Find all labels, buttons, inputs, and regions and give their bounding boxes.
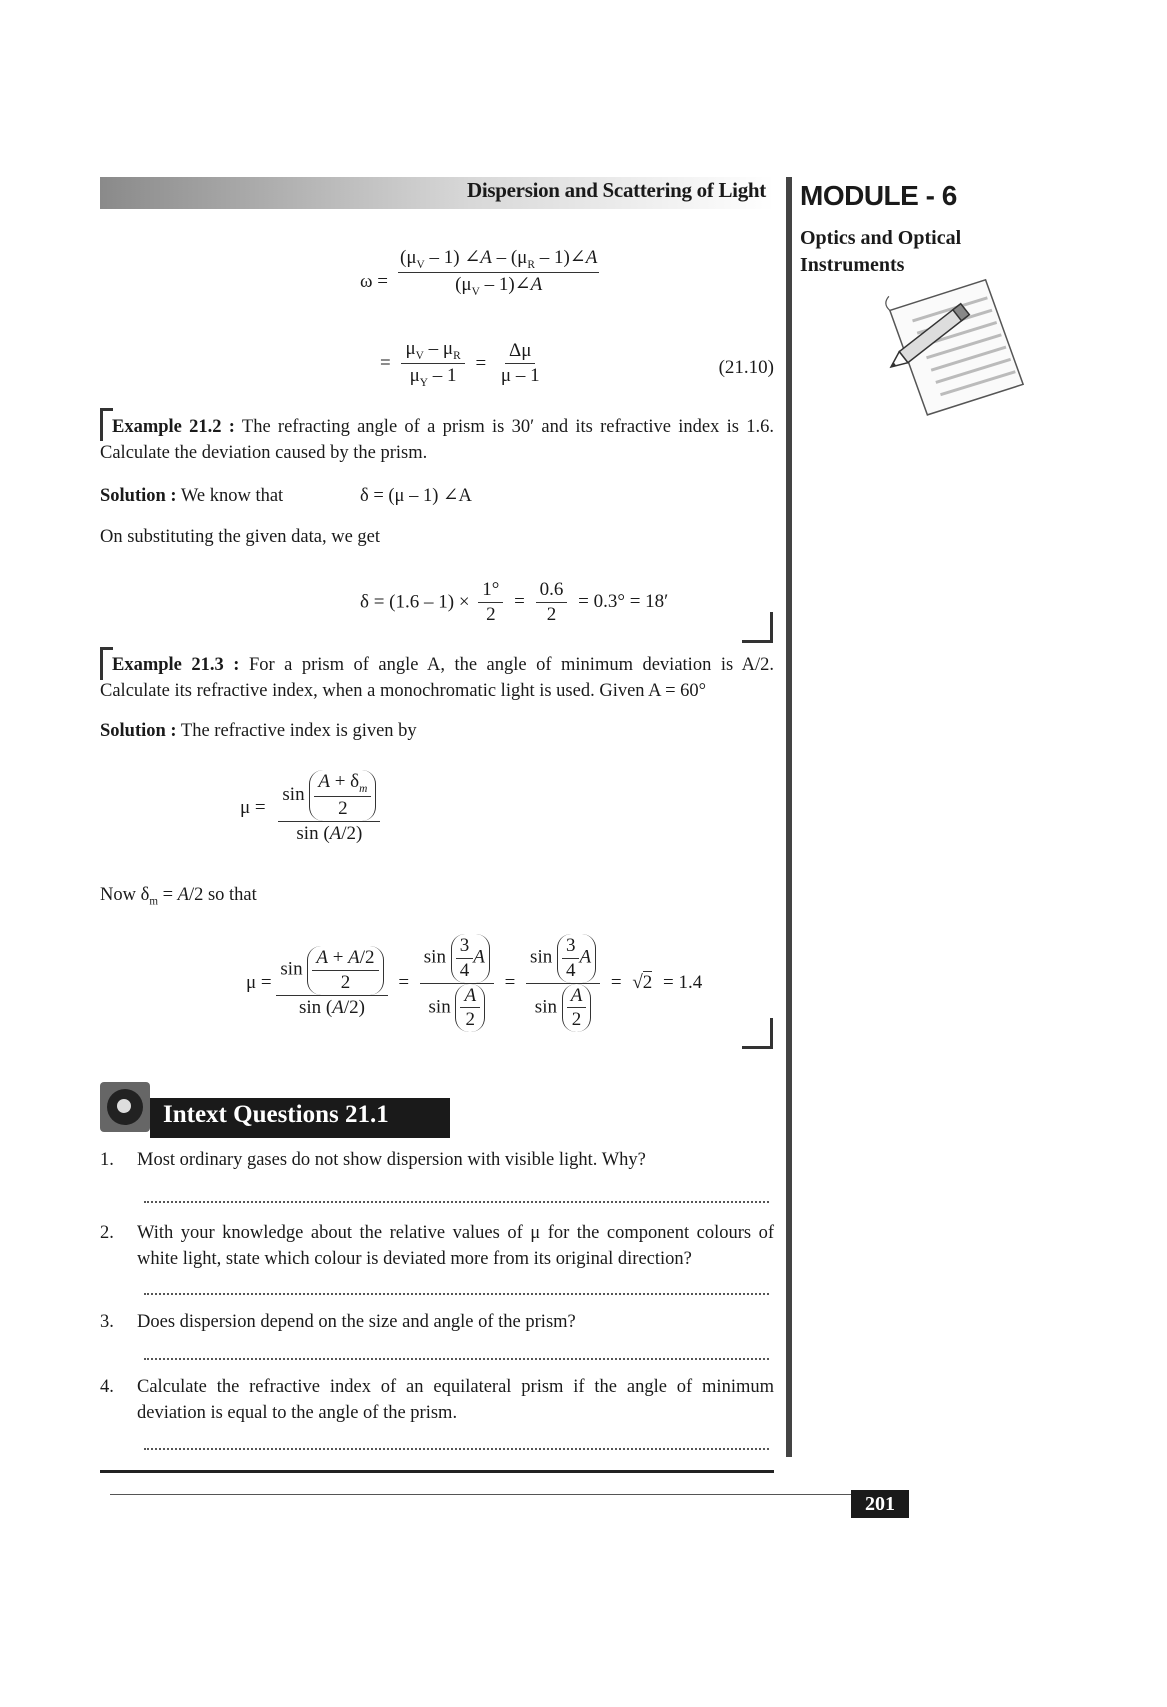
page-header-title: Dispersion and Scattering of Light	[467, 178, 766, 202]
example-end-marker	[742, 612, 773, 643]
footer-rule-thick	[100, 1470, 774, 1473]
solution-text: The refractive index is given by	[180, 721, 417, 741]
module-label: MODULE - 6	[800, 180, 957, 211]
now-text: Now $\delta_m = A/2$ so that	[100, 885, 257, 908]
equation-2110: = $\frac{\mu_V - \mu_R}{\mu_Y - 1}$ = $\frac{\Delta\mu}{\mu - 1}$	[380, 338, 540, 389]
solution-text: We know that	[180, 486, 284, 506]
mu-formula: μ = sin $\frac{A + \delta_m}{2}$ sin (A/2)	[240, 770, 380, 846]
delta-result: = 0.3° = 18′	[578, 591, 669, 613]
example-end-marker	[742, 1018, 773, 1049]
solution-label: Solution :	[100, 486, 177, 506]
intext-title: Intext Questions 21.1	[163, 1101, 389, 1128]
example-21-3-text: For a prism of angle A, the angle of minimum deviation is A/2. Calculate its refractive index, when a monochromatic light is used. Given A = 60°	[100, 655, 775, 701]
example-21-3-label: Example 21.3 :	[112, 655, 240, 675]
omega-fraction: $\frac{(\mu_V - 1) \angle A - (\mu_R - 1)\angle A}{(\mu_V - 1)\angle A}$	[400, 247, 598, 298]
mu-computation: μ = sin $\frac{A + A/2}{2}$ sin (A/2) = sin $\frac{3}{4}$ A sin $\frac{A}{2}$ = sin $\frac{3}{4}$ A sin $\frac{A}{2}$ = √2 = 1.4	[246, 935, 703, 1031]
omega-lhs: ω =	[360, 271, 388, 292]
page-number: 201	[851, 1490, 909, 1518]
question-1: 1. Most ordinary gases do not show dispersion with visible light. Why?	[100, 1150, 646, 1170]
example-21-2	[100, 414, 774, 466]
answer-line[interactable]	[144, 1201, 769, 1203]
mu-result: = 1.4	[663, 972, 703, 993]
example-21-2-text: The refracting angle of a prism is 30′ and its refractive index is 1.6. Calculate the deviation caused by the prism.	[100, 417, 774, 463]
footer-rule-thin	[110, 1494, 900, 1495]
answer-line[interactable]	[144, 1448, 769, 1450]
module-subtitle: Optics and Optical Instruments	[800, 227, 962, 276]
question-3: 3. Does dispersion depend on the size and angle of the prism?	[100, 1312, 576, 1332]
example-21-3-solution	[100, 718, 417, 744]
example-21-2-label: Example 21.2 :	[112, 417, 235, 437]
equation-number: (21.10)	[718, 357, 774, 378]
solution-label: Solution :	[100, 721, 177, 741]
answer-line[interactable]	[144, 1293, 769, 1295]
answer-line[interactable]	[144, 1358, 769, 1360]
question-2: 2. With your knowledge about the relative values of μ for the component colours of white light, state which colour is deviated more from its original direction?	[100, 1223, 774, 1269]
intext-icon	[100, 1082, 150, 1132]
example-21-3	[100, 652, 774, 704]
delta-formula: δ = (μ – 1) ∠A	[360, 486, 472, 506]
question-4: 4. Calculate the refractive index of an equilateral prism if the angle of minimum deviation is equal to the angle of the prism.	[100, 1377, 774, 1423]
vertical-divider	[786, 177, 792, 1457]
notebook-pencil-icon	[878, 268, 1028, 418]
example-21-2-solution	[100, 483, 283, 509]
substitution-text: On substituting the given data, we get	[100, 527, 381, 547]
delta-computation: δ = (1.6 – 1) × $\frac{1^\circ}{2}$ = $\frac{0.6}{2}$ = 0.3° = 18′	[360, 579, 669, 625]
